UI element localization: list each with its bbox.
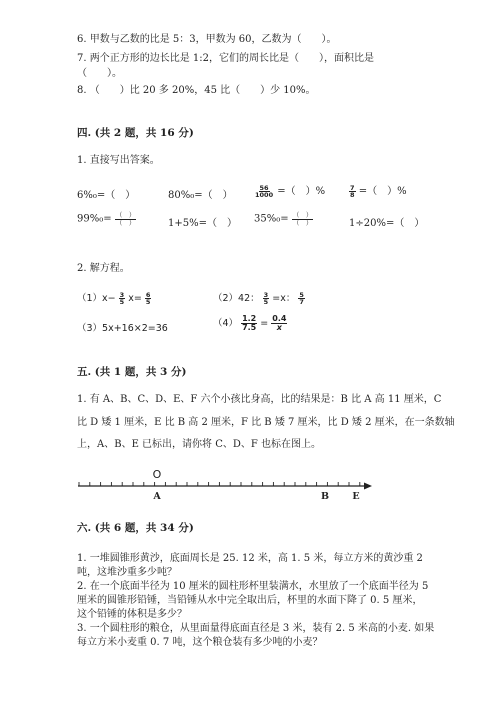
calc-r2-c: 35%₀= $\frac{( )}{( )}$: [254, 211, 313, 227]
problem-3-line2: 每立方米小麦重 0. 7 吨，这个粮仓装有多少吨的小麦？: [77, 637, 323, 648]
problem-1-line1: 1. 一堆圆锥形黄沙，底面周长是 25. 12 米，高 1. 5 米，每立方米的黄沙重 2: [77, 553, 423, 564]
fraction: $\frac{56}{1000}$: [255, 183, 274, 199]
section-4-title: 四. (共 2 题，共 16 分): [77, 127, 194, 139]
number-line-ticks: [79, 482, 360, 486]
problem-2-line1: 2. 在一个底面半径为 10 厘米的圆柱形杯里装满水，水里放了一个底面半径为 5: [77, 581, 429, 592]
point-e-label: E: [352, 491, 360, 502]
question-6: 6. 甲数与乙数的比是 5：3，甲数为 60，乙数为（ ）。: [77, 34, 337, 45]
calc-r2-a: 99%₀= $\frac{( )}{( )}$: [77, 211, 136, 227]
problem-2-line2: 厘米的圆锥形铅锤，当铅锤从水中完全取出后，杯里的水面下降了 0. 5 厘米，: [77, 595, 423, 606]
equation-3: （3）5x+16×2=36: [77, 323, 168, 334]
number-line: [0, 460, 500, 510]
section-5-line1: 1. 有 A、B、C、D、E、F 六个小孩比身高，比的结果是：B 比 A 高 11 厘米，C: [77, 394, 442, 405]
section-5-line3: 上，A、B、E 已标出，请你将 C、D、F 也标在图上。: [77, 439, 322, 450]
problem-2-line3: 这个铅锤的体积是多少？: [77, 609, 187, 620]
calc-r2-d: 1÷20%=（ ）: [349, 218, 425, 229]
section-5-line2: 比 D 矮 1 厘米，E 比 B 高 2 厘米，F 比 B 矮 7 厘米，比 D 矮 2 厘米，在一条数轴: [77, 417, 455, 428]
arrow-head-icon: [364, 483, 372, 490]
fraction: $\frac{( )}{( )}$: [115, 211, 136, 227]
equation-4: （4） $\frac{1.2}{7.5}$ = $\frac{0.4}{x}$: [213, 314, 287, 332]
question-7-line2: （ ）。: [77, 68, 122, 79]
calc-r1-c: $\frac{56}{1000}$ =（ ）%: [255, 183, 326, 199]
fraction: $\frac{1.2}{7.5}$: [242, 314, 257, 332]
fraction: $\frac{3}{5}$: [119, 290, 125, 306]
fraction: $\frac{0.4}{x}$: [272, 314, 287, 332]
point-a-label: A: [153, 491, 161, 502]
equation-1: （1）x− $\frac{3}{5}$ x= $\frac{6}{5}$: [77, 290, 151, 306]
calc-r1-a: 6%₀=（ ）: [77, 190, 136, 201]
section-4-q1: 1. 直接写出答案。: [77, 155, 160, 166]
origin-label: O: [152, 468, 162, 481]
problem-3-line1: 3. 一个圆柱形的粮仓，从里面量得底面直径是 3 米，装有 2. 5 米高的小麦. 如果: [77, 623, 435, 634]
fraction: $\frac{3}{5}$: [263, 290, 269, 306]
question-8: 8. （ ）比 20 多 20%，45 比（ ）少 10%。: [77, 85, 316, 96]
fraction: $\frac{( )}{( )}$: [292, 211, 313, 227]
section-4-q2: 2. 解方程。: [77, 263, 130, 274]
problem-1-line2: 吨，这堆沙重多少吨？: [77, 567, 177, 578]
section-6-title: 六. (共 6 题，共 34 分): [77, 522, 194, 534]
section-5-title: 五. (共 1 题，共 3 分): [77, 366, 187, 378]
calc-r1-b: 80%₀=（ ）: [168, 190, 233, 201]
point-b-label: B: [320, 491, 330, 502]
fraction: $\frac{6}{5}$: [145, 290, 151, 306]
calc-r1-d: $\frac{7}{8}$ =（ ）%: [350, 183, 407, 199]
calc-r2-b: 1+5%=（ ）: [168, 218, 237, 229]
fraction: $\frac{5}{7}$: [299, 290, 304, 306]
question-7-line1: 7. 两个正方形的边长比是 1:2，它们的周长比是（ ），面积比是: [77, 53, 374, 64]
equation-2: （2）42： $\frac{3}{5}$ =x： $\frac{5}{7}$: [213, 290, 304, 306]
fraction: $\frac{7}{8}$: [350, 183, 355, 199]
